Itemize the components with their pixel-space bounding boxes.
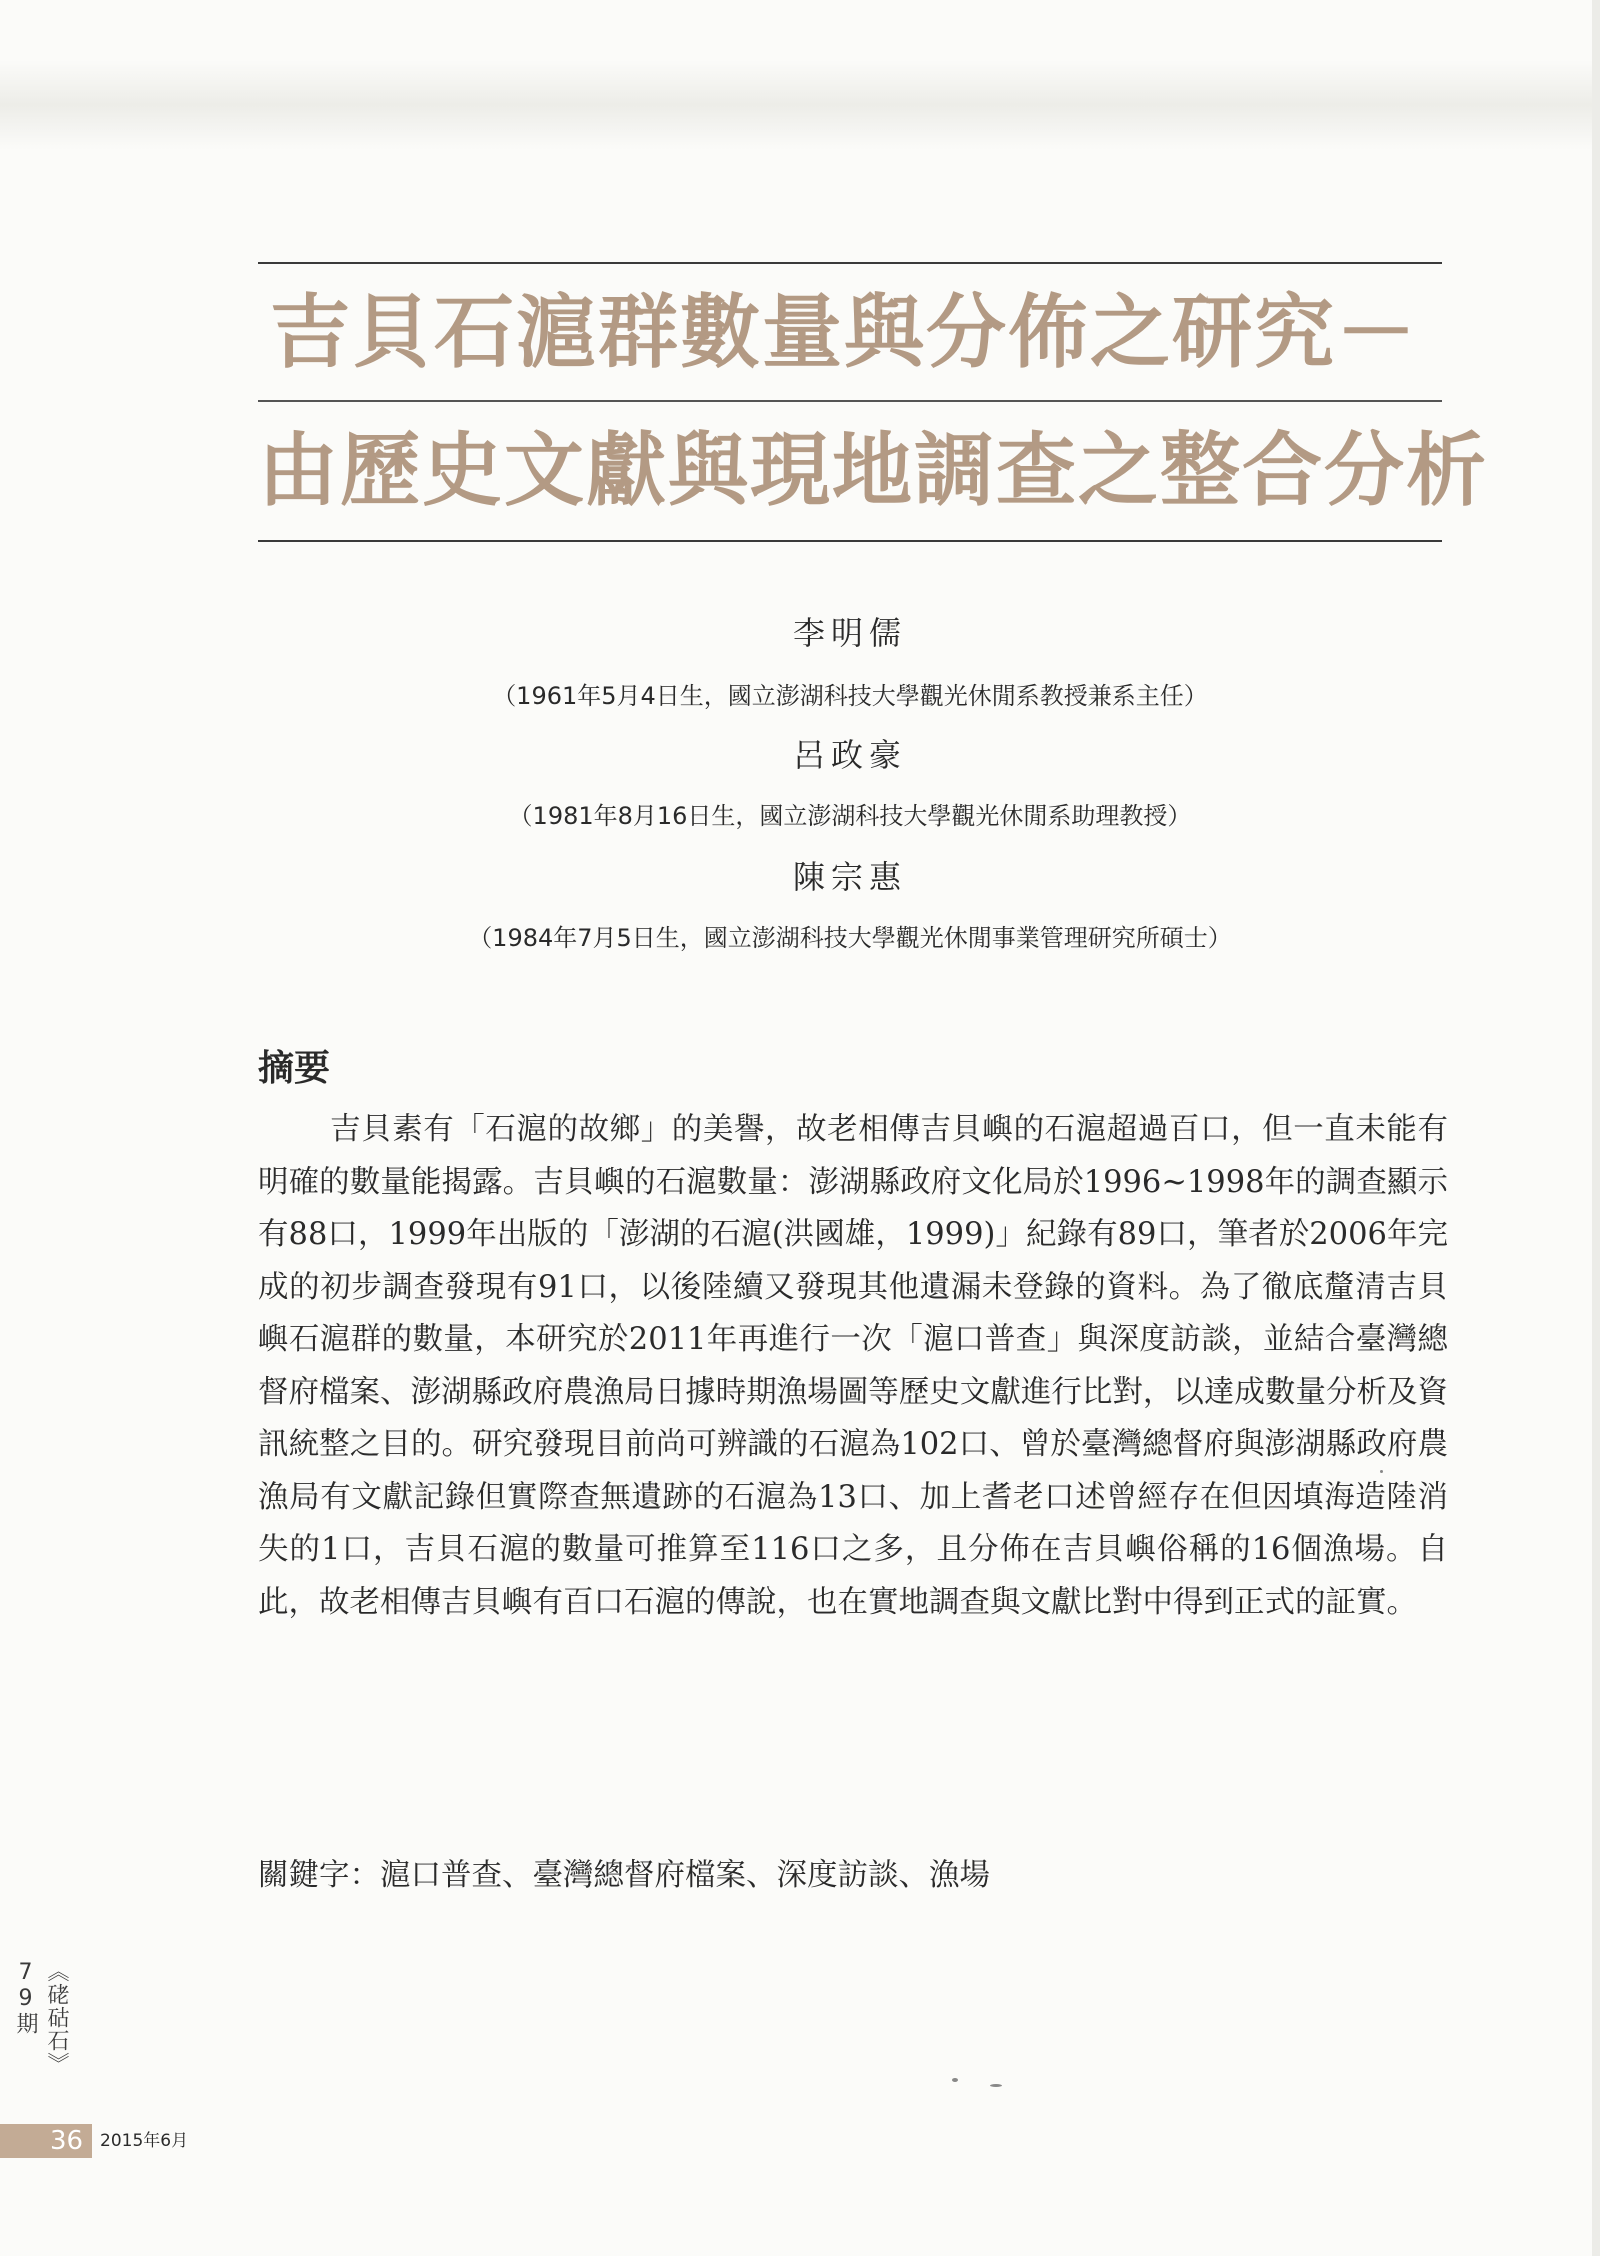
author-name-2: 呂政豪	[792, 736, 907, 774]
scan-speck	[1380, 1470, 1383, 1473]
author-affiliation-2: （1981年8月16日生，國立澎湖科技大學觀光休閒系助理教授）	[508, 802, 1192, 830]
issue-date: 2015年6月	[100, 2131, 189, 2151]
scan-speck	[990, 2084, 1002, 2087]
title-line-2: 由歷史文獻與現地調查之整合分析	[258, 423, 1488, 517]
author-name-1: 李明儒	[792, 614, 907, 652]
page-edge	[1592, 0, 1600, 2256]
keywords: 關鍵字：滬口普查、臺灣總督府檔案、深度訪談、漁場	[258, 1858, 990, 1893]
author-affiliation-3: （1984年7月5日生，國立澎湖科技大學觀光休閒事業管理研究所碩士）	[468, 924, 1232, 952]
page-number: 36	[50, 2126, 84, 2156]
title-middle-rule	[258, 400, 1442, 402]
author-name-3: 陳宗惠	[792, 858, 907, 896]
title-line-1: 吉貝石滬群數量與分佈之研究－	[270, 285, 1418, 379]
journal-issue-label: 《硓𥑮石》79期	[13, 1960, 69, 2075]
author-affiliation-1: （1961年5月4日生，國立澎湖科技大學觀光休閒系教授兼系主任）	[492, 682, 1208, 710]
title-bottom-rule	[258, 540, 1442, 542]
abstract-body: 吉貝素有「石滬的故鄉」的美譽，故老相傳吉貝嶼的石滬超過百口，但一直未能有明確的數量能揭露。吉貝嶼的石滬數量：澎湖縣政府文化局於1996~1998年的調查顯示有88口，1999年出版的「澎湖的石滬(洪國雄，1999)」紀錄有89口，筆者於2006年完成的初步調查發現有91口，以後陸續又發現其他遺漏未登錄的資料。為了徹底釐清吉貝嶼石滬群的數量，本研究於2011年再進行一次「滬口普查」與深度訪談，並結合臺灣總督府檔案、澎湖縣政府農漁局日據時期漁場圖等歷史文獻進行比對，以達成數量分析及資訊統整之目的。研究發現目前尚可辨識的石滬為102口、曾於臺灣總督府與澎湖縣政府農漁局有文獻記錄但實際查無遺跡的石滬為13口、加上耆老口述曾經存在但因填海造陸消失的1口，吉貝石滬的數量可推算至116口之多，且分佈在吉貝嶼俗稱的16個漁場。自此，故老相傳吉貝嶼有百口石滬的傳說，也在實地調查與文獻比對中得到正式的証實。	[258, 1112, 1448, 1620]
scan-speck	[952, 2078, 958, 2082]
scan-shadow	[0, 60, 1600, 150]
title-top-rule	[258, 262, 1442, 264]
abstract-heading: 摘要	[258, 1048, 331, 1089]
